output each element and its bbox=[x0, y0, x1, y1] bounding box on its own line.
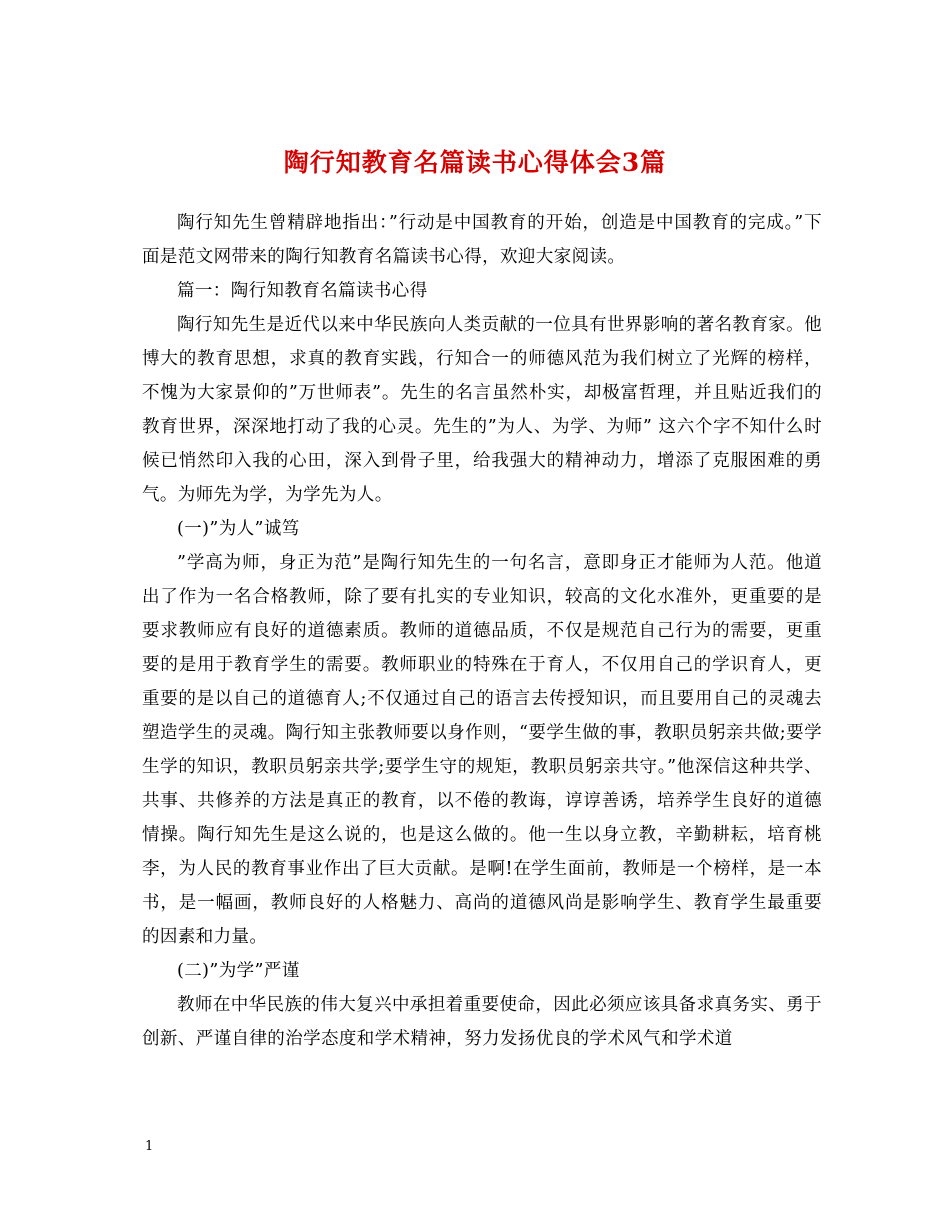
document-title: 陶行知教育名篇读书心得体会3篇 bbox=[283, 147, 667, 177]
section-heading-part-one: 篇一：陶行知教育名篇读书心得 bbox=[177, 281, 428, 301]
body-paragraph: ”学高为师，身正为范”是陶行知先生的一句名言，意即身正才能师为人范。他道出了作为一名合格教师，除了要有扎实的专业知识，较高的文化水准外，更重要的是要求教师应有良好的道德素质。教师的道德品质，不仅是规范自己行为的需要，更重要的是用于教育学生的需要。教师职业的特殊在于育人，不仅用自己的学识育人，更重要的是以自己的道德育人;不仅通过自己的语言去传授知识，而且要用自己的灵魂去塑造学生的灵魂。陶行知主张教师要以身作则，“要学生做的事，教职员躬亲共做;要学生学的知识，教职员躬亲共学;要学生守的规矩，教职员躬亲共守。”他深信这种共学、共事、共修养的方法是真正的教育，以不倦的教诲，谆谆善诱，培养学生良好的道德情操。陶行知先生是这么说的，也是这么做的。他一生以身立教，辛勤耕耘，培育桃李，为人民的教育事业作出了巨大贡献。是啊!在学生面前，教师是一个榜样，是一本书，是一幅画，教师良好的人格魅力、高尚的道德风尚是影响学生、教育学生最重要的因素和力量。 bbox=[142, 553, 822, 947]
page-number: 1 bbox=[145, 1139, 154, 1154]
subsection-heading-learning: (二)”为学”严谨 bbox=[177, 961, 300, 981]
body-paragraph: 陶行知先生是近代以来中华民族向人类贡献的一位具有世界影响的著名教育家。他博大的教育思想，求真的教育实践，行知合一的师德风范为我们树立了光辉的榜样，不愧为大家景仰的”万世师表”。先生的名言虽然朴实，却极富哲理，并且贴近我们的教育世界，深深地打动了我的心灵。先生的”为人、为学、为师” 这六个字不知什么时候已悄然印入我的心田，深入到骨子里，给我强大的精神动力，增添了克服困难的勇气。为师先为学，为学先为人。 bbox=[142, 315, 822, 505]
intro-paragraph: 陶行知先生曾精辟地指出：”行动是中国教育的开始，创造是中国教育的完成。”下面是范文网带来的陶行知教育名篇读书心得，欢迎大家阅读。 bbox=[142, 213, 822, 267]
document-body bbox=[142, 206, 822, 1056]
body-paragraph: 教师在中华民族的伟大复兴中承担着重要使命，因此必须应该具备求真务实、勇于创新、严谨自律的治学态度和学术精神，努力发扬优良的学术风气和学术道 bbox=[142, 995, 822, 1049]
subsection-heading-being-a-person: (一)”为人”诚笃 bbox=[177, 519, 300, 539]
